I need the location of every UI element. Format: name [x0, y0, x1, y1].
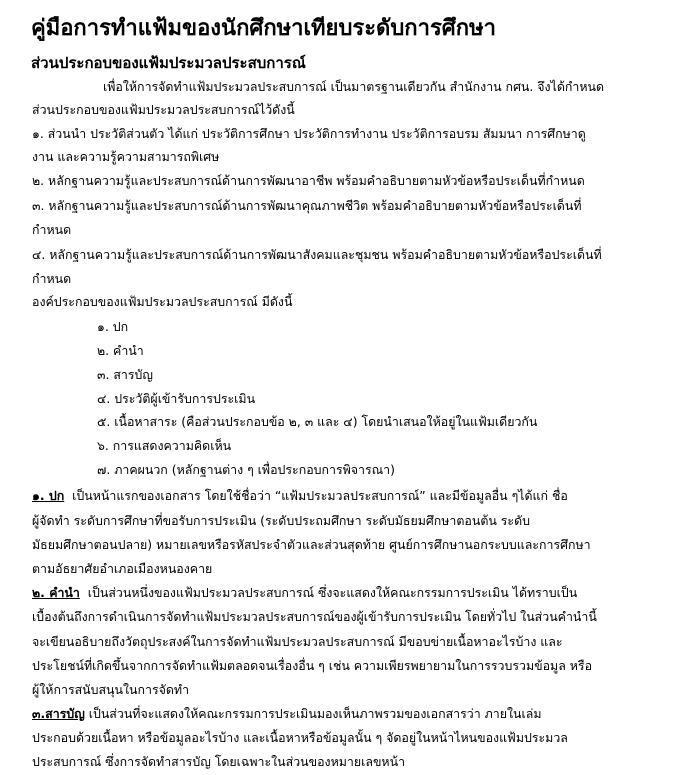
- preface-text: เป็นส่วนหนึ่งของแฟ้มประมวลประสบการณ์ ซึ่งจะแสดงให้คณะกรรมการประเมิน ได้ทราบเป็น: [87, 585, 578, 600]
- component-line: งาน และความรู้ความสามารถพิเศษ: [32, 149, 220, 164]
- cover-text: เป็นหน้าแรกของเอกสาร โดยใช้ชื่อว่า “แฟ้มประมวลประสบการณ์” และมีข้อมูลอื่น ๆได้แก่ ชื่อ: [72, 488, 568, 503]
- preface-text-line: ประโยชน์ที่เกิดขึ้นจากการจัดทำแฟ้มตลอดจนเรื่องอื่น ๆ เช่น ความเพียรพยายามในการรวบรวมข้อมูล หรือ: [32, 658, 593, 673]
- toc-section-line: [32, 704, 542, 724]
- preface-text-line: เบื้องต้นถึงการดำเนินการจัดทำแฟ้มประมวลประสบการณ์ของผู้เข้ารับการประเมิน โดยทั่วไป ในส่วนคำนำนี้: [32, 609, 597, 624]
- toc-text-line: ประสบการณ์ ซึ่งการจัดทำสารบัญ โดยเฉพาะในส่วนของหมายเลขหน้า: [32, 754, 406, 769]
- component-line: กำหนด: [32, 222, 72, 237]
- cover-text-line: มัธยมศึกษาตอนปลาย) หมายเลขหรือรหัสประจำตัวและส่วนสุดท้าย ศูนย์การศึกษานอกระบบและการศึกษา: [32, 537, 591, 552]
- section-subtitle: ส่วนประกอบของแฟ้มประมวลประสบการณ์: [31, 54, 306, 72]
- intro-line-2: ส่วนประกอบของแฟ้มประมวลประสบการณ์ไว้ดังนี้: [32, 102, 295, 117]
- preface-section-line: [32, 583, 577, 603]
- toc-text: เป็นส่วนที่จะแสดงให้คณะกรรมการประเมินมองเห็นภาพรวมของเอกสารว่า ภายในเล่ม: [88, 706, 542, 721]
- toc-item: ๗. ภาคผนวก (หลักฐานต่าง ๆ เพื่อประกอบการพิจารณา): [97, 462, 395, 477]
- cover-text-line: ผู้จัดทำ ระดับการศึกษาที่ขอรับการประเมิน (ระดับประถมศึกษา ระดับมัธยมศึกษาตอนต้น ระดับ: [32, 513, 531, 528]
- toc-text-line: ประกอบด้วยเนื้อหา หรือข้อมูลอะไรบ้าง และเนื้อหาหรือข้อมูลนั้น ๆ จัดอยู่ในหน้าไหนของแฟ้มประมวล: [32, 730, 568, 745]
- component-line: กำหนด: [32, 271, 72, 286]
- component-line: ๒. หลักฐานความรู้และประสบการณ์ด้านการพัฒนาอาชีพ พร้อมคำอธิบายตามหัวข้อหรือประเด็นที่กำหนด: [32, 173, 585, 188]
- preface-text-line: จะเขียนอธิบายถึงวัตถุประสงค์ในการจัดทำแฟ้มประมวลประสบการณ์ มีขอบข่ายเนื้อหาอะไรบ้าง และ: [32, 634, 563, 649]
- cover-text-line: ตามอัธยาศัยอำเภอเมืองหนองคาย: [32, 561, 213, 576]
- component-line: ๑. ส่วนนำ ประวัติส่วนตัว ได้แก่ ประวัติการศึกษา ประวัติการทำงาน ประวัติการอบรม สัมมนา การศึกษาดู: [32, 126, 586, 141]
- preface-heading: ๒. คำนำ: [32, 585, 80, 600]
- toc-item: ๒. คำนำ: [97, 343, 144, 358]
- toc-heading: ๓.สารบัญ: [32, 706, 85, 721]
- preface-text-line: ผู้ให้การสนับสนุนในการจัดทำ: [32, 682, 190, 697]
- intro-line-1: เพื่อให้การจัดทำแฟ้มประมวลประสบการณ์ เป็นมาตรฐานเดียวกัน สำนักงาน กศน. จึงได้กำหนด: [103, 79, 605, 94]
- toc-item: ๖. การแสดงความคิดเห็น: [97, 438, 232, 453]
- component-line: ๓. หลักฐานความรู้และประสบการณ์ด้านการพัฒนาคุณภาพชีวิต พร้อมคำอธิบายตามหัวข้อหรือประเด็นที่: [32, 198, 582, 213]
- component-line: ๔. หลักฐานความรู้และประสบการณ์ด้านการพัฒนาสังคมและชุมชน พร้อมคำอธิบายตามหัวข้อหรือประเด็นที่: [32, 247, 602, 262]
- toc-item: ๓. สารบัญ: [97, 367, 153, 382]
- toc-item: ๑. ปก: [97, 319, 129, 334]
- cover-section-line: [32, 486, 568, 506]
- document-title: คู่มือการทำแฟ้มของนักศึกษาเทียบระดับการศึกษา: [31, 16, 496, 41]
- toc-item: ๕. เนื้อหาสาระ (คือส่วนประกอบข้อ ๒, ๓ และ ๔) โดยนำเสนอให้อยู่ในแฟ้มเดียวกัน: [97, 414, 538, 429]
- cover-heading: ๑. ปก: [32, 488, 65, 503]
- components-intro: องค์ประกอบของแฟ้มประมวลประสบการณ์ มีดังนี้: [32, 294, 293, 309]
- toc-item: ๔. ประวัติผู้เข้ารับการประเมิน: [97, 391, 256, 406]
